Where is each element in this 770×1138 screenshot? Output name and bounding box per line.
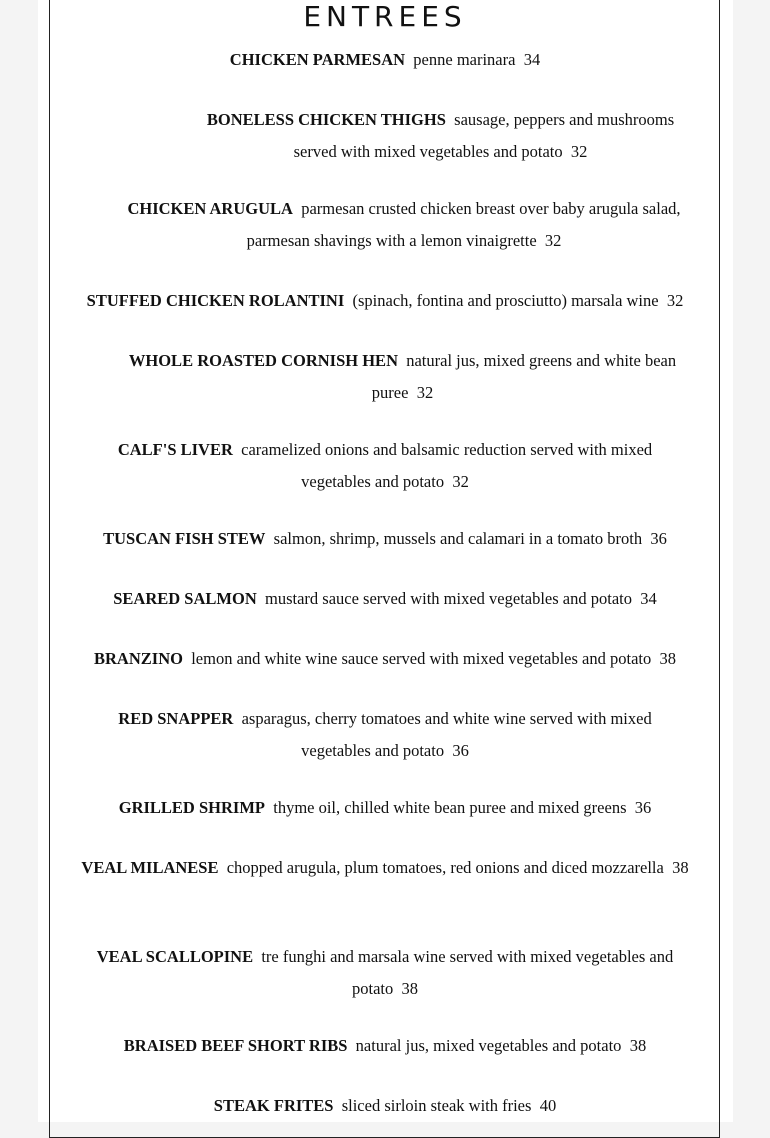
menu-item	[60, 285, 710, 317]
item-description: salmon, shrimp, mussels and calamari in a tomato broth	[273, 529, 643, 548]
item-name: STEAK FRITES	[213, 1096, 334, 1115]
item-name: BRAISED BEEF SHORT RIBS	[123, 1036, 348, 1055]
item-description: penne marinara	[413, 50, 516, 69]
item-price: 38	[401, 979, 418, 998]
item-price: 36	[650, 529, 667, 548]
item-description: sausage, peppers and mushrooms served with mixed vegetables and potato	[293, 110, 675, 161]
menu-item	[110, 345, 695, 409]
item-price: 38	[672, 858, 689, 877]
menu-item	[95, 434, 675, 498]
menu-item	[108, 193, 700, 257]
item-name: CHICKEN PARMESAN	[229, 50, 406, 69]
menu-item	[95, 703, 675, 767]
menu-item	[60, 523, 710, 555]
item-price: 32	[544, 231, 562, 250]
item-price: 32	[666, 291, 684, 310]
item-price: 38	[659, 649, 676, 668]
item-name: STUFFED CHICKEN ROLANTINI	[86, 291, 345, 310]
menu-item	[60, 792, 710, 824]
menu-item	[75, 941, 695, 1005]
menu-item	[55, 643, 715, 675]
item-description: mustard sauce served with mixed vegetables and potato	[264, 589, 632, 608]
item-name: BONELESS CHICKEN THIGHS	[206, 110, 446, 129]
item-name: VEAL SCALLOPINE	[96, 947, 254, 966]
item-price: 38	[629, 1036, 647, 1055]
item-name: VEAL MILANESE	[81, 858, 219, 877]
item-price: 36	[634, 798, 652, 817]
menu-item	[210, 44, 560, 76]
item-name: WHOLE ROASTED CORNISH HEN	[128, 351, 398, 370]
item-price: 32	[416, 383, 434, 402]
section-title: ENTREES	[303, 0, 467, 33]
item-name: RED SNAPPER	[118, 709, 234, 728]
menu-item	[188, 104, 693, 168]
menu-item	[60, 1090, 710, 1122]
item-price: 36	[452, 741, 469, 760]
item-description: parmesan crusted chicken breast over baby arugula salad, parmesan shavings with a lemon vinaigrette	[246, 199, 681, 250]
item-name: CALF'S LIVER	[117, 440, 233, 459]
item-description: sliced sirloin steak with fries	[341, 1096, 532, 1115]
item-price: 32	[452, 472, 469, 491]
item-description: natural jus, mixed greens and white bean puree	[371, 351, 677, 402]
item-name: TUSCAN FISH STEW	[103, 529, 266, 548]
item-price: 40	[539, 1096, 557, 1115]
menu-item	[60, 583, 710, 615]
item-description: lemon and white wine sauce served with mixed vegetables and potato	[191, 649, 652, 668]
item-name: BRANZINO	[94, 649, 183, 668]
item-name: CHICKEN ARUGULA	[127, 199, 293, 218]
item-description: caramelized onions and balsamic reduction served with mixed vegetables and potato	[241, 440, 653, 491]
item-description: natural jus, mixed vegetables and potato	[355, 1036, 622, 1055]
item-name: SEARED SALMON	[113, 589, 257, 608]
item-description: asparagus, cherry tomatoes and white wine served with mixed vegetables and potato	[241, 709, 652, 760]
menu-item	[60, 1030, 710, 1062]
menu-item	[70, 852, 700, 884]
item-description: (spinach, fontina and prosciutto) marsala wine	[352, 291, 659, 310]
item-name: GRILLED SHRIMP	[118, 798, 265, 817]
item-description: chopped arugula, plum tomatoes, red onions and diced mozzarella	[226, 858, 664, 877]
item-price: 34	[640, 589, 657, 608]
item-price: 32	[570, 142, 588, 161]
item-price: 34	[523, 50, 541, 69]
item-description: thyme oil, chilled white bean puree and mixed greens	[273, 798, 627, 817]
item-description: tre funghi and marsala wine served with mixed vegetables and potato	[261, 947, 674, 998]
